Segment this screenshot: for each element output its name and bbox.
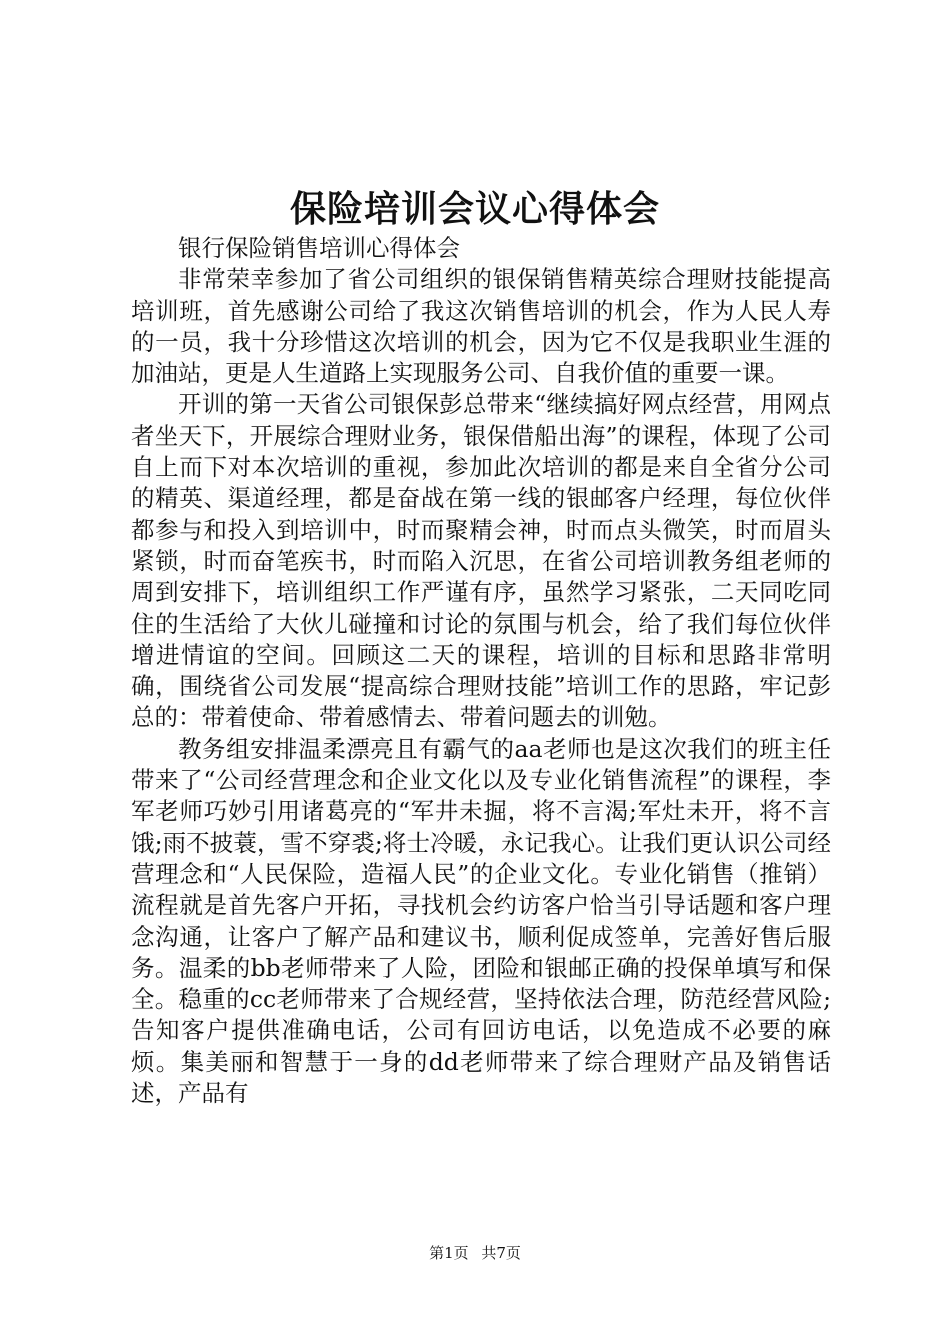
document-title: 保险培训会议心得体会: [289, 188, 660, 230]
page-footer: [0, 1243, 950, 1263]
document-body: [131, 233, 831, 1109]
page-number-current: 第1页: [429, 1244, 469, 1262]
body-paragraph: 非常荣幸参加了省公司组织的银保销售精英综合理财技能提高培训班，首先感谢公司给了我这次销售培训的机会，作为人民人寿的一员，我十分珍惜这次培训的机会，因为它不仅是我职业生涯的加油站，更是人生道路上实现服务公司、自我价值的重要一课。: [131, 265, 831, 388]
page-number-total: 共7页: [481, 1244, 521, 1262]
body-paragraph: 开训的第一天省公司银保彭总带来“继续搞好网点经营，用网点者坐天下，开展综合理财业务，银保借船出海”的课程，体现了公司自上而下对本次培训的重视，参加此次培训的都是来自全省分公司的精英、渠道经理，都是奋战在第一线的银邮客户经理，每位伙伴都参与和投入到培训中，时而聚精会神，时而点头微笑，时而眉头紧锁，时而奋笔疾书，时而陷入沉思，在省公司培训教务组老师的周到安排下，培训组织工作严谨有序，虽然学习紧张，二天同吃同住的生活给了大伙儿碰撞和讨论的氛围与机会，给了我们每位伙伴增进情谊的空间。回顾这二天的课程，培训的目标和思路非常明确，围绕省公司发展“提高综合理财技能”培训工作的思路，牢记彭总的：带着使命、带着感情去、带着问题去的训勉。: [131, 390, 831, 732]
subtitle-paragraph: 银行保险销售培训心得体会: [178, 234, 460, 262]
body-paragraph: 教务组安排温柔漂亮且有霸气的aa老师也是这次我们的班主任带来了“公司经营理念和企业文化以及专业化销售流程”的课程，李军老师巧妙引用诸葛亮的“军井未掘，将不言渴;军灶未开，将不言饿;雨不披蓑，雪不穿裘;将士冷暖，永记我心。让我们更认识公司经营理念和“人民保险，造福人民”的企业文化。专业化销售（推销）流程就是首先客户开拓，寻找机会约访客户恰当引导话题和客户理念沟通，让客户了解产品和建议书，顺利促成签单，完善好售后服务。温柔的bb老师带来了人险，团险和银邮正确的投保单填写和保全。稳重的cc老师带来了合规经营，坚持依法合理，防范经营风险;告知客户提供准确电话，公司有回访电话，以免造成不必要的麻烦。集美丽和智慧于一身的dd老师带来了综合理财产品及销售话述，产品有: [131, 734, 831, 1108]
